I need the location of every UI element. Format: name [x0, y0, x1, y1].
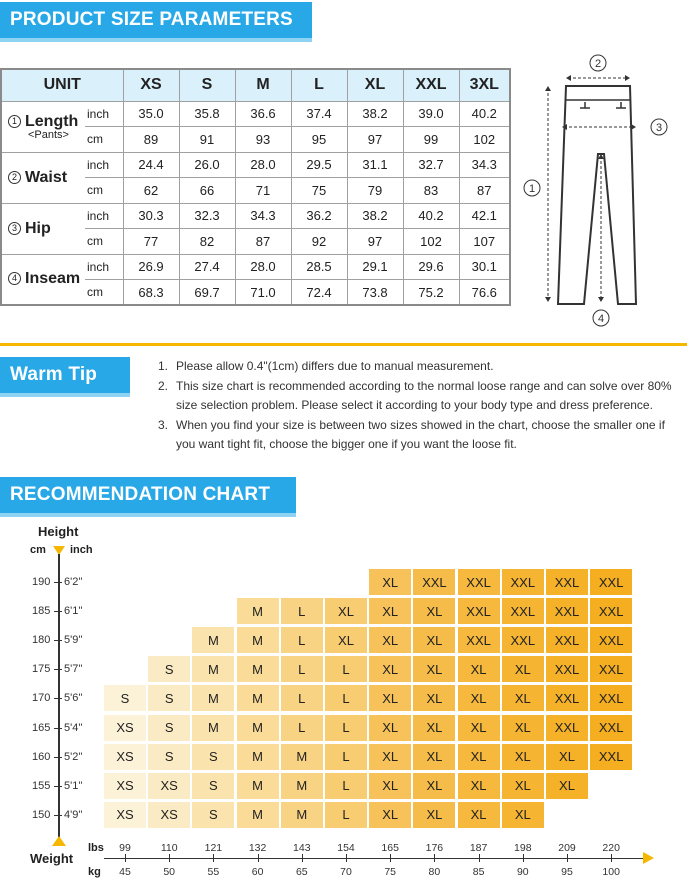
height-inch-unit: inch — [70, 544, 93, 556]
size-cell: S — [148, 715, 190, 741]
param-number: 4 — [8, 272, 21, 285]
param-row-inch — [1, 203, 510, 229]
size-cell: M — [237, 656, 279, 682]
weight-axis-arrow-icon — [643, 852, 654, 864]
value-cm: 99 — [403, 127, 459, 153]
size-cell: XL — [413, 598, 455, 624]
param-label-cell — [1, 152, 85, 203]
size-cell: XL — [369, 802, 411, 828]
size-cell: XL — [458, 715, 500, 741]
weight-tick — [302, 854, 303, 862]
unit-cm: cm — [85, 127, 123, 153]
param-label: Hip — [25, 219, 51, 237]
size-cell: XL — [458, 685, 500, 711]
value-cm: 82 — [179, 229, 235, 255]
tip-number: 1. — [158, 359, 169, 373]
size-cell: XL — [502, 685, 544, 711]
value-inch: 38.2 — [347, 203, 403, 229]
size-cell: XL — [413, 715, 455, 741]
tip-text: This size chart is recommended according to the normal loose range and can solve over 80% size selection problem. Please select it according to your body type and dress preference. — [176, 378, 672, 412]
size-cell: XL — [413, 656, 455, 682]
size-cell: XL — [325, 598, 367, 624]
height-axis-bottom-arrow-icon — [52, 836, 66, 846]
param-row-inch — [1, 101, 510, 127]
size-cell: XL — [369, 685, 411, 711]
size-cell: M — [237, 627, 279, 653]
header-l: L — [291, 69, 347, 101]
weight-kg-label: 45 — [119, 866, 131, 878]
size-cell: XL — [502, 715, 544, 741]
height-cm-label: 170 — [32, 692, 51, 705]
weight-tick — [611, 854, 612, 862]
size-parameters-banner — [0, 2, 312, 38]
value-inch: 31.1 — [347, 152, 403, 178]
tip-text: When you find your size is between two sizes showed in the chart, choose the smaller one if you want tight fit, choose the bigger one if you want the loose fit. — [176, 417, 665, 451]
value-inch: 28.0 — [235, 152, 291, 178]
height-tick — [54, 582, 62, 583]
size-cell: XL — [458, 773, 500, 799]
size-cell: M — [281, 802, 323, 828]
size-cell: XL — [546, 773, 588, 799]
weight-lbs-label: 99 — [119, 842, 131, 854]
value-inch: 37.4 — [291, 101, 347, 127]
size-cell: XXL — [458, 598, 500, 624]
warm-tip-list — [158, 357, 684, 455]
weight-kg-label: 80 — [428, 866, 441, 878]
size-cell: M — [237, 802, 279, 828]
value-cm: 76.6 — [459, 280, 510, 306]
size-cell: L — [281, 715, 323, 741]
value-cm: 77 — [123, 229, 179, 255]
weight-lbs-label: 110 — [160, 842, 178, 854]
value-cm: 89 — [123, 127, 179, 153]
param-label-cell — [1, 101, 85, 152]
height-tick — [54, 698, 62, 699]
param-label-cell — [1, 254, 85, 305]
value-cm: 68.3 — [123, 280, 179, 306]
size-cell: S — [104, 685, 146, 711]
size-cell: XL — [413, 744, 455, 770]
size-cell: XS — [104, 744, 146, 770]
height-tick — [54, 786, 62, 787]
header-3xl: 3XL — [459, 69, 510, 101]
size-cell: XL — [458, 656, 500, 682]
tip-item — [158, 357, 684, 377]
value-inch: 32.7 — [403, 152, 459, 178]
param-label-cell — [1, 203, 85, 254]
size-cell: XS — [104, 715, 146, 741]
size-cell: L — [281, 685, 323, 711]
value-cm: 97 — [347, 229, 403, 255]
value-cm: 102 — [459, 127, 510, 153]
size-cell: M — [237, 773, 279, 799]
height-inch-label: 5'4'' — [64, 721, 83, 734]
weight-tick — [567, 854, 568, 862]
size-cell: XL — [458, 744, 500, 770]
size-cell: L — [325, 773, 367, 799]
value-inch: 30.3 — [123, 203, 179, 229]
value-cm: 97 — [347, 127, 403, 153]
weight-lbs-unit: lbs — [88, 842, 104, 854]
size-cell: XL — [502, 656, 544, 682]
height-tick — [54, 815, 62, 816]
header-m: M — [235, 69, 291, 101]
height-cm-unit: cm — [30, 544, 46, 556]
weight-kg-label: 85 — [472, 866, 485, 878]
value-inch: 26.9 — [123, 254, 179, 280]
weight-tick — [125, 854, 126, 862]
size-cell: XL — [502, 773, 544, 799]
size-cell: XS — [104, 802, 146, 828]
size-cell: XL — [413, 802, 455, 828]
pants-diagram — [518, 50, 678, 330]
size-cell: XXL — [502, 627, 544, 653]
tip-number: 3. — [158, 417, 169, 432]
height-cm-label: 175 — [32, 663, 51, 676]
size-cell: XXL — [546, 627, 588, 653]
size-cell: XS — [148, 802, 190, 828]
height-tick — [54, 757, 62, 758]
weight-lbs-label: 187 — [469, 842, 488, 854]
value-cm: 93 — [235, 127, 291, 153]
size-cell: M — [237, 715, 279, 741]
value-cm: 73.8 — [347, 280, 403, 306]
value-inch: 28.0 — [235, 254, 291, 280]
size-cell: S — [148, 685, 190, 711]
weight-kg-label: 50 — [163, 866, 176, 878]
unit-inch: inch — [85, 254, 123, 280]
value-cm: 71.0 — [235, 280, 291, 306]
weight-lbs-label: 143 — [293, 842, 311, 854]
size-cell: M — [237, 598, 279, 624]
size-cell: M — [192, 715, 234, 741]
param-label: Waist — [25, 168, 68, 186]
weight-lbs-label: 121 — [204, 842, 223, 854]
size-cell: XXL — [502, 569, 544, 595]
param-row-inch — [1, 254, 510, 280]
weight-tick — [346, 854, 347, 862]
value-cm: 107 — [459, 229, 510, 255]
size-cell: XXL — [590, 627, 632, 653]
size-cell: XXL — [590, 685, 632, 711]
size-cell: XL — [369, 656, 411, 682]
value-inch: 29.5 — [291, 152, 347, 178]
weight-tick — [169, 854, 170, 862]
size-cell: XL — [502, 744, 544, 770]
height-cm-label: 160 — [32, 750, 51, 763]
size-cell: XL — [546, 744, 588, 770]
weight-kg-label: 65 — [295, 866, 308, 878]
value-inch: 40.2 — [403, 203, 459, 229]
size-cell: XXL — [502, 598, 544, 624]
pocket-right — [616, 102, 626, 108]
value-inch: 38.2 — [347, 101, 403, 127]
size-cell: XXL — [413, 569, 455, 595]
value-inch: 40.2 — [459, 101, 510, 127]
param-label: Inseam — [25, 270, 81, 288]
size-cell: L — [325, 802, 367, 828]
size-cell: XXL — [546, 569, 588, 595]
weight-tick — [523, 854, 524, 862]
size-cell: S — [192, 744, 234, 770]
weight-tick — [434, 854, 435, 862]
size-cell: XL — [369, 715, 411, 741]
weight-kg-label: 60 — [251, 866, 264, 878]
size-cell: L — [281, 627, 323, 653]
header-xxl: XXL — [403, 69, 459, 101]
size-cell: M — [281, 744, 323, 770]
size-cell: XXL — [458, 569, 500, 595]
value-inch: 29.6 — [403, 254, 459, 280]
size-cell: XXL — [590, 569, 632, 595]
size-cell: XXL — [546, 685, 588, 711]
height-cm-label: 180 — [32, 634, 51, 647]
size-cell: M — [281, 773, 323, 799]
size-cell: M — [237, 744, 279, 770]
size-cell: S — [148, 656, 190, 682]
weight-kg-label: 70 — [340, 866, 352, 878]
size-cell: S — [192, 802, 234, 828]
weight-lbs-label: 165 — [381, 842, 399, 854]
value-cm: 75 — [291, 178, 347, 204]
height-inch-label: 6'1'' — [64, 605, 83, 618]
size-cell: L — [325, 656, 367, 682]
height-axis-title: Height — [38, 524, 79, 539]
weight-lbs-label: 132 — [248, 842, 267, 854]
weight-axis-line — [104, 858, 644, 859]
recommendation-title: RECOMMENDATION CHART — [10, 484, 271, 505]
weight-lbs-label: 154 — [337, 842, 355, 854]
weight-lbs-label: 209 — [558, 842, 576, 854]
size-cell: XS — [104, 773, 146, 799]
height-inch-label: 5'1'' — [64, 779, 83, 792]
size-cell: L — [325, 685, 367, 711]
size-cell: XXL — [590, 656, 632, 682]
value-cm: 75.2 — [403, 280, 459, 306]
value-inch: 42.1 — [459, 203, 510, 229]
size-cell: XXL — [590, 598, 632, 624]
value-cm: 95 — [291, 127, 347, 153]
size-cell: XL — [413, 627, 455, 653]
value-cm: 71 — [235, 178, 291, 204]
diagram-label-4: 4 — [597, 313, 605, 325]
size-cell: M — [237, 685, 279, 711]
size-cell: XL — [369, 598, 411, 624]
tip-item — [158, 377, 684, 416]
size-cell: XL — [325, 627, 367, 653]
value-cm: 79 — [347, 178, 403, 204]
size-cell: XS — [148, 773, 190, 799]
size-cell: XL — [369, 744, 411, 770]
weight-tick — [390, 854, 391, 862]
height-cm-label: 165 — [32, 721, 51, 734]
param-label: Length — [25, 112, 79, 130]
size-cell: L — [325, 744, 367, 770]
size-cell: XXL — [590, 744, 632, 770]
value-cm: 66 — [179, 178, 235, 204]
size-cell: XL — [369, 627, 411, 653]
weight-kg-label: 95 — [561, 866, 573, 878]
value-inch: 34.3 — [459, 152, 510, 178]
weight-kg-label: 100 — [602, 866, 620, 878]
size-cell: L — [281, 656, 323, 682]
unit-cm: cm — [85, 229, 123, 255]
recommendation-chart — [0, 520, 687, 879]
height-inch-label: 5'9'' — [64, 634, 83, 647]
diagram-label-3: 3 — [655, 122, 663, 134]
size-cell: XXL — [546, 598, 588, 624]
value-inch: 30.1 — [459, 254, 510, 280]
value-cm: 92 — [291, 229, 347, 255]
weight-lbs-label: 220 — [602, 842, 620, 854]
unit-cm: cm — [85, 280, 123, 306]
height-inch-label: 6'2'' — [64, 576, 83, 588]
size-cell: M — [192, 627, 234, 653]
weight-tick — [213, 854, 214, 862]
recommendation-banner — [0, 477, 296, 513]
size-cell: S — [192, 773, 234, 799]
size-parameters-table — [0, 68, 511, 306]
height-cm-label: 185 — [32, 605, 51, 618]
warm-tip-title: Warm Tip — [10, 364, 98, 385]
value-cm: 87 — [459, 178, 510, 204]
warm-tip-banner — [0, 357, 130, 393]
size-cell: XL — [369, 773, 411, 799]
weight-tick — [479, 854, 480, 862]
value-cm: 69.7 — [179, 280, 235, 306]
size-cell: XL — [413, 773, 455, 799]
pants-outline — [558, 86, 636, 304]
size-cell: S — [148, 744, 190, 770]
section-divider — [0, 343, 687, 346]
param-number: 3 — [8, 222, 21, 235]
value-inch: 26.0 — [179, 152, 235, 178]
size-cell: XL — [458, 802, 500, 828]
value-inch: 39.0 — [403, 101, 459, 127]
header-xl: XL — [347, 69, 403, 101]
weight-kg-label: 75 — [384, 866, 397, 878]
size-cell: XL — [369, 569, 411, 595]
unit-cm: cm — [85, 178, 123, 204]
weight-lbs-label: 176 — [425, 842, 444, 854]
size-cell: XL — [413, 685, 455, 711]
value-cm: 72.4 — [291, 280, 347, 306]
weight-kg-unit: kg — [88, 866, 101, 878]
tip-text: Please allow 0.4"(1cm) differs due to manual measurement. — [176, 359, 494, 373]
diagram-label-1: 1 — [528, 183, 536, 195]
value-cm: 83 — [403, 178, 459, 204]
size-cell: XL — [502, 802, 544, 828]
value-cm: 91 — [179, 127, 235, 153]
height-tick — [54, 640, 62, 641]
unit-inch: inch — [85, 101, 123, 127]
pocket-left — [580, 102, 590, 108]
weight-tick — [258, 854, 259, 862]
value-inch: 28.5 — [291, 254, 347, 280]
param-row-inch — [1, 152, 510, 178]
header-xs: XS — [123, 69, 179, 101]
table-header-row — [1, 69, 510, 101]
height-cm-label: 150 — [32, 808, 51, 821]
param-sublabel: <Pants> — [28, 128, 69, 141]
value-inch: 36.6 — [235, 101, 291, 127]
unit-inch: inch — [85, 203, 123, 229]
tip-number: 2. — [158, 378, 169, 393]
header-s: S — [179, 69, 235, 101]
value-cm: 62 — [123, 178, 179, 204]
height-tick — [54, 611, 62, 612]
height-tick — [54, 728, 62, 729]
size-cell: XXL — [546, 715, 588, 741]
height-cm-label: 190 — [32, 576, 51, 588]
height-inch-label: 5'2'' — [64, 750, 83, 763]
value-inch: 36.2 — [291, 203, 347, 229]
weight-kg-label: 90 — [516, 866, 529, 878]
weight-kg-label: 55 — [207, 866, 220, 878]
unit-inch: inch — [85, 152, 123, 178]
value-cm: 102 — [403, 229, 459, 255]
value-inch: 32.3 — [179, 203, 235, 229]
size-cell: L — [325, 715, 367, 741]
weight-axis-title: Weight — [30, 851, 74, 866]
value-inch: 35.8 — [179, 101, 235, 127]
weight-lbs-label: 198 — [514, 842, 532, 854]
size-cell: L — [281, 598, 323, 624]
value-inch: 24.4 — [123, 152, 179, 178]
height-inch-label: 5'6'' — [64, 692, 83, 705]
size-parameters-title: PRODUCT SIZE PARAMETERS — [10, 9, 293, 30]
value-inch: 34.3 — [235, 203, 291, 229]
height-inch-label: 4'9'' — [64, 808, 83, 821]
size-cell: XXL — [590, 715, 632, 741]
value-inch: 35.0 — [123, 101, 179, 127]
size-cell: M — [192, 685, 234, 711]
param-number: 1 — [8, 115, 21, 128]
value-inch: 27.4 — [179, 254, 235, 280]
height-cm-label: 155 — [32, 779, 51, 792]
header-unit: UNIT — [1, 69, 123, 101]
diagram-label-2: 2 — [594, 58, 602, 70]
value-inch: 29.1 — [347, 254, 403, 280]
param-number: 2 — [8, 171, 21, 184]
size-cell: XXL — [546, 656, 588, 682]
height-inch-label: 5'7'' — [64, 663, 83, 676]
size-cell: M — [192, 656, 234, 682]
size-cell: XXL — [458, 627, 500, 653]
tip-item — [158, 416, 684, 455]
height-tick — [54, 669, 62, 670]
value-cm: 87 — [235, 229, 291, 255]
